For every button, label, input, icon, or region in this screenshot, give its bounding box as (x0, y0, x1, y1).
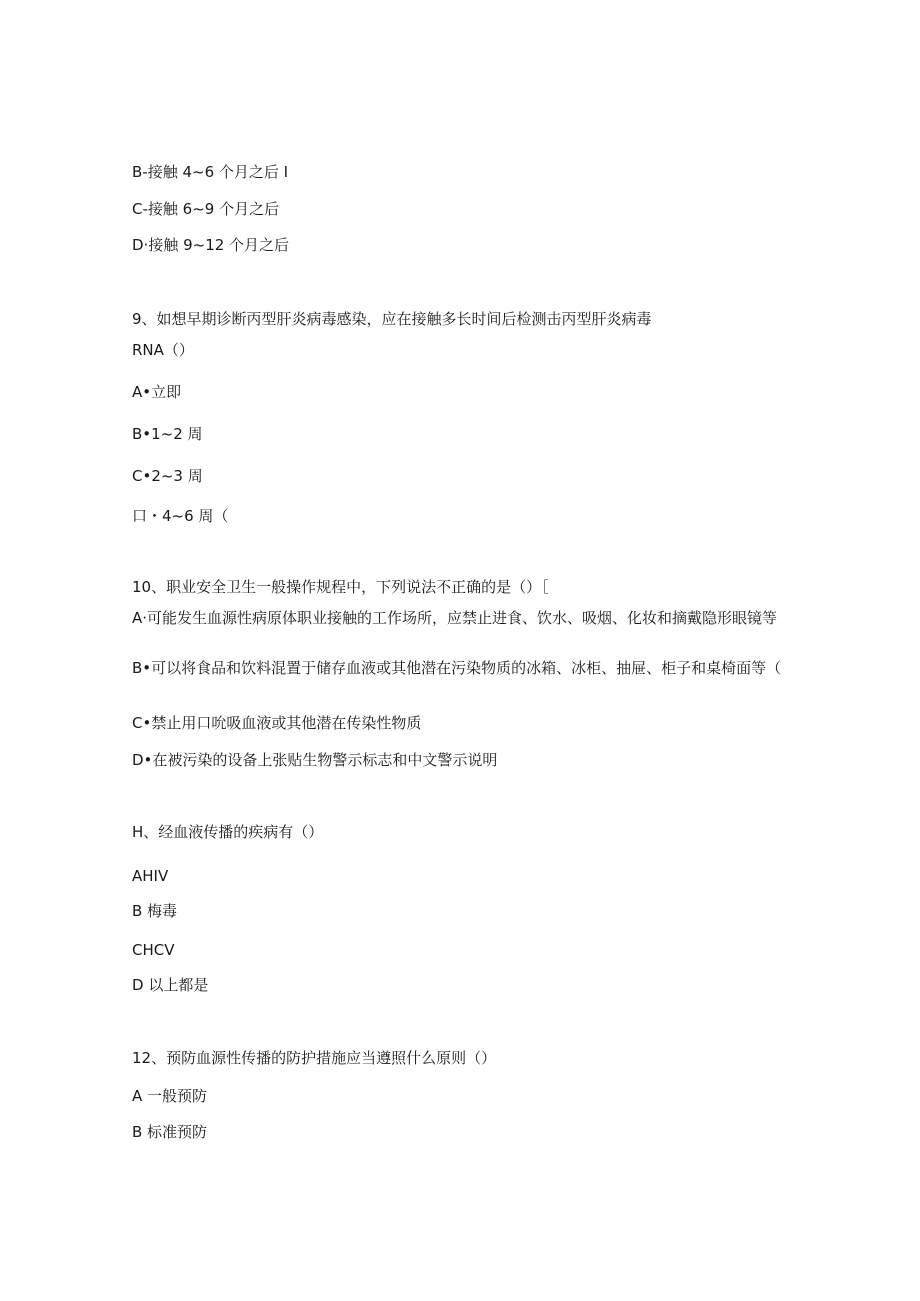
q11-option-c: CHCV (132, 941, 175, 959)
q11-option-b: B 梅毒 (132, 902, 178, 920)
q10-option-b: B•可以将食品和饮料混置于储存血液或其他潜在污染物质的冰箱、冰柜、抽屉、柜子和桌椅面等（ (132, 659, 782, 677)
q10-question: 10、职业安全卫生一般操作规程中，下列说法不正确的是（）［ (132, 578, 549, 596)
q10-option-c: C•禁止用口吮吸血液或其他潜在传染性物质 (132, 714, 422, 732)
q8-option-d: D·接触 9~12 个月之后 (132, 236, 290, 254)
q8-option-b: B-接触 4~6 个月之后 I (132, 163, 289, 181)
q10-option-d: D•在被污染的设备上张贴生物警示标志和中文警示说明 (132, 751, 498, 769)
q8-option-c: C-接触 6~9 个月之后 (132, 200, 280, 218)
q9-question-line2: RNA（） (132, 341, 194, 359)
q12-option-a: A 一般预防 (132, 1087, 208, 1105)
q11-option-d: D 以上都是 (132, 976, 209, 994)
q12-question: 12、预防血源性传播的防护措施应当遵照什么原则（） (132, 1049, 497, 1067)
q9-option-c: C•2~3 周 (132, 467, 203, 485)
q9-question-line1: 9、如想早期诊断丙型肝炎病毒感染，应在接触多长时间后检测击丙型肝炎病毒 (132, 310, 652, 328)
q9-option-a: A•立即 (132, 383, 182, 401)
q11-option-a: AHIV (132, 867, 169, 885)
q10-option-a: A·可能发生血源性病原体职业接触的工作场所，应禁止进食、饮水、吸烟、化妆和摘戴隐形眼镜等 (132, 609, 778, 627)
q12-option-b: B 标准预防 (132, 1123, 208, 1141)
q9-option-d: 口・4~6 周（ (132, 507, 229, 525)
q9-option-b: B•1~2 周 (132, 425, 203, 443)
q11-question: H、经血液传播的疾病有（） (132, 823, 324, 841)
